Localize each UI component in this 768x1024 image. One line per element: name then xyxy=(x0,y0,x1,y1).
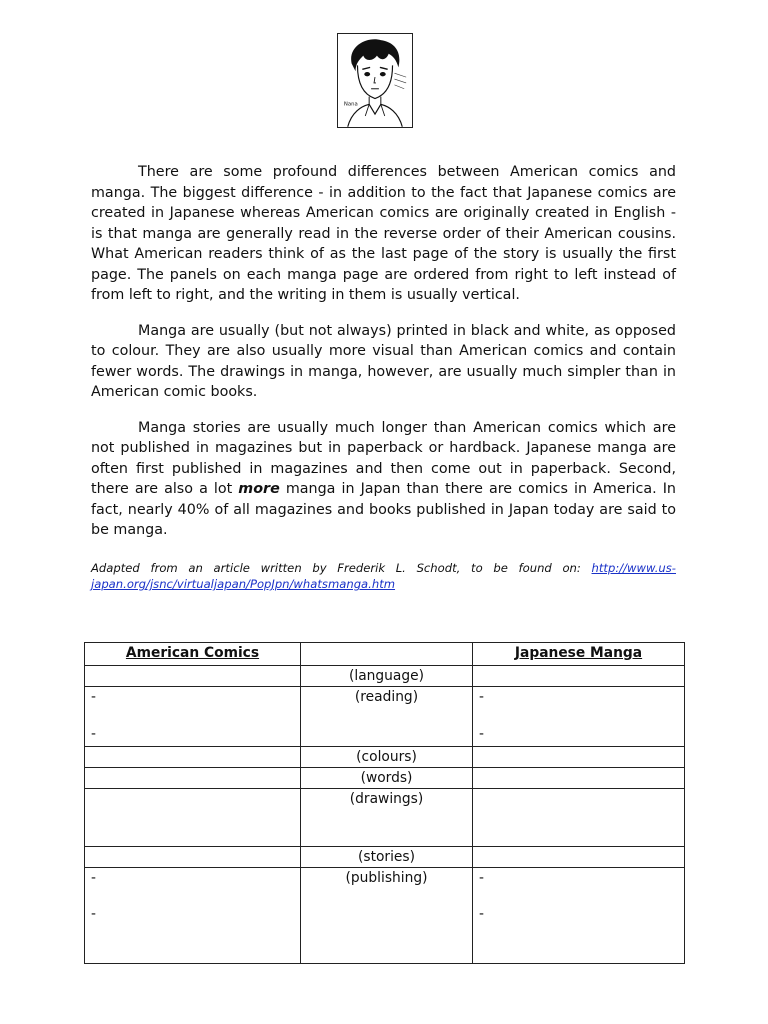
japanese-words-cell[interactable] xyxy=(473,768,685,789)
manga-illustration xyxy=(337,33,413,128)
american-colours-cell[interactable] xyxy=(85,747,301,768)
paragraph-3-start: Manga stories are usually much longer than American comics which are not published in magazines but in paperback or hardback. Japanese manga are often first published in magazines and then come out in paperback. Second, there are also a lot xyxy=(91,419,676,497)
topic-words: (words) xyxy=(301,768,473,789)
table-row-reading xyxy=(85,687,685,747)
dash-marker: - xyxy=(479,726,484,742)
japanese-reading-cell[interactable] xyxy=(473,687,685,747)
header-topic xyxy=(301,643,473,666)
japanese-publishing-cell[interactable] xyxy=(473,868,685,964)
table-row-words xyxy=(85,768,685,789)
japanese-language-cell[interactable] xyxy=(473,666,685,687)
dash-marker: - xyxy=(91,689,96,705)
table-row-colours xyxy=(85,747,685,768)
american-publishing-cell[interactable] xyxy=(85,868,301,964)
comparison-table xyxy=(84,642,685,964)
paragraph-1: There are some profound differences between American comics and manga. The biggest difference - in addition to the fact that Japanese comics are created in Japanese whereas American comics are originally created in English - is that manga are generally read in the reverse order of their American cousins. What American readers think of as the last page of the story is usually the first page. The panels on each manga page are ordered from right to left instead of from left to right, and the writing in them is usually vertical. xyxy=(91,164,676,303)
illustration-signature: Nana xyxy=(343,101,358,108)
paragraph-3-end: manga in Japan than there are comics in America. In fact, nearly 40% of all magazines and books published in Japan today are said to be manga. xyxy=(91,481,676,538)
paragraph-2: Manga are usually (but not always) printed in black and white, as opposed to colour. They are also usually more visual than American comics and contain fewer words. The drawings in manga, however, are usually much simpler than in American comic books. xyxy=(91,322,676,400)
emphasis-more: more xyxy=(238,481,280,497)
source-citation xyxy=(91,560,676,592)
american-language-cell[interactable] xyxy=(85,666,301,687)
source-link[interactable]: http://www.us-japan.org/jsnc/virtualjapan/PopJpn/whatsmanga.htm xyxy=(91,561,676,591)
topic-stories: (stories) xyxy=(301,847,473,868)
american-stories-cell[interactable] xyxy=(85,847,301,868)
table-header-row xyxy=(85,643,685,666)
table-row-stories xyxy=(85,847,685,868)
topic-publishing: (publishing) xyxy=(301,868,473,964)
header-american-comics: American Comics xyxy=(85,643,301,666)
paragraph-3 xyxy=(91,418,676,541)
topic-language: (language) xyxy=(301,666,473,687)
topic-drawings: (drawings) xyxy=(301,789,473,847)
table-row-drawings xyxy=(85,789,685,847)
japanese-colours-cell[interactable] xyxy=(473,747,685,768)
dash-marker: - xyxy=(91,906,96,922)
dash-marker: - xyxy=(91,870,96,886)
dash-marker: - xyxy=(479,906,484,922)
japanese-stories-cell[interactable] xyxy=(473,847,685,868)
american-words-cell[interactable] xyxy=(85,768,301,789)
header-japanese-manga: Japanese Manga xyxy=(473,643,685,666)
table-row-publishing xyxy=(85,868,685,964)
source-prefix: Adapted from an article written by Frederik L. Schodt, to be found on: xyxy=(91,561,592,575)
manga-character-drawing-icon xyxy=(338,34,412,127)
table-row-language xyxy=(85,666,685,687)
japanese-drawings-cell[interactable] xyxy=(473,789,685,847)
dash-marker: - xyxy=(479,689,484,705)
topic-reading: (reading) xyxy=(301,687,473,747)
american-drawings-cell[interactable] xyxy=(85,789,301,847)
dash-marker: - xyxy=(91,726,96,742)
american-reading-cell[interactable] xyxy=(85,687,301,747)
topic-colours: (colours) xyxy=(301,747,473,768)
article-body xyxy=(91,162,676,556)
dash-marker: - xyxy=(479,870,484,886)
